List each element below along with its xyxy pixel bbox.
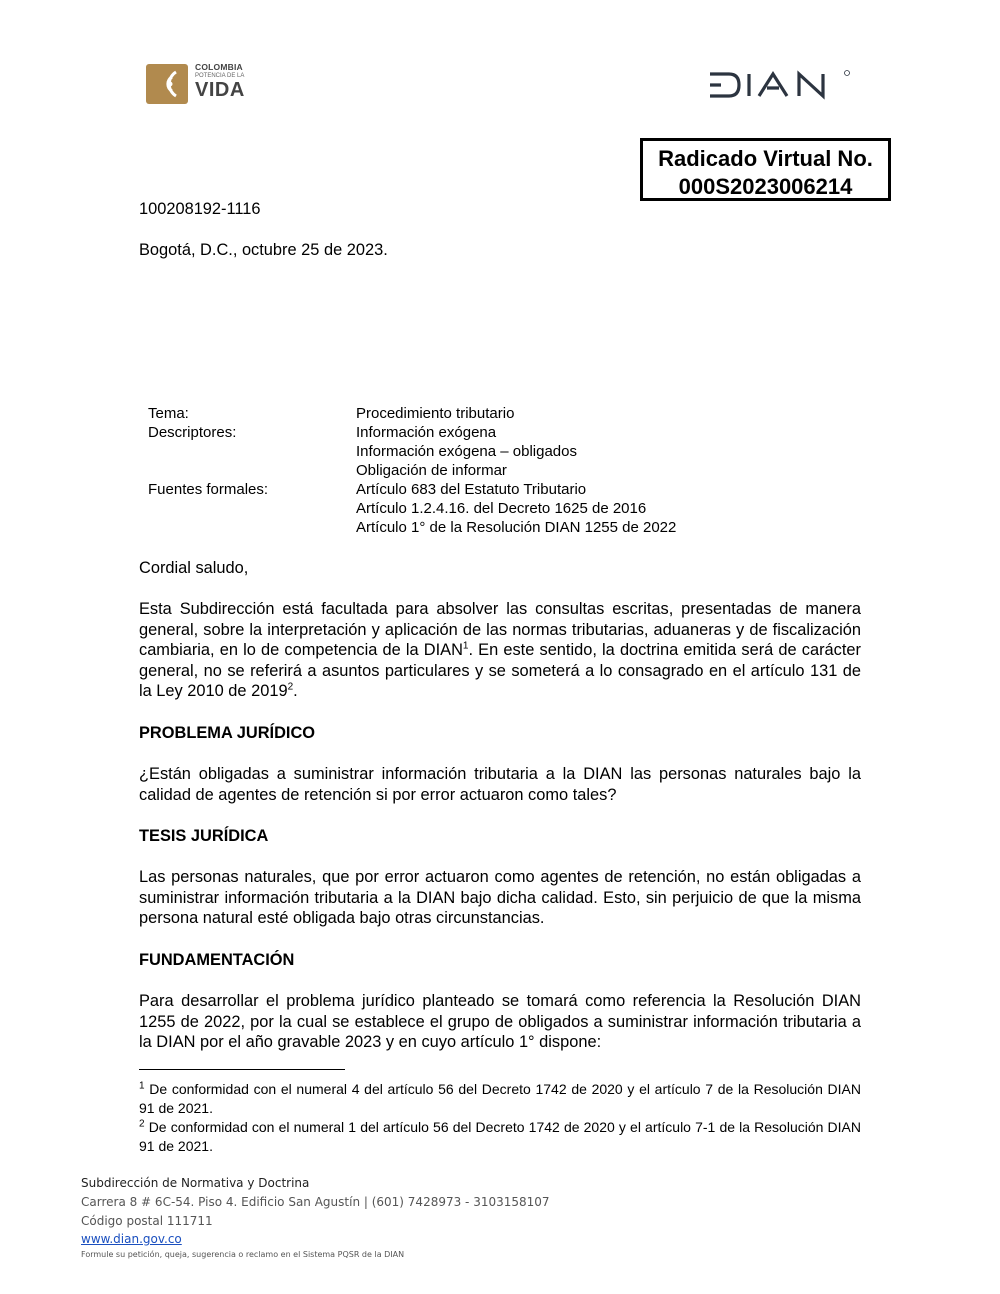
dian-logo [707, 68, 853, 102]
colombia-logo-line1: COLOMBIA [195, 62, 243, 72]
descriptores-label: Descriptores: [148, 424, 237, 441]
tesis-juridica-heading: TESIS JURÍDICA [139, 827, 269, 845]
greeting: Cordial saludo, [139, 559, 249, 577]
intro-paragraph: Esta Subdirección está facultada para absolver las consultas escritas, presentadas de manera general, sobre la interpretación y aplicación de las normas tributarias, aduaneras y de fiscalización cambiaria, en lo de competencia de la DIAN$^1$. En este sentido, la doctrina emitida será de carácter general, no se referirá a asuntos particulares y se someterá a lo consagrado en el artículo 131 de la Ley 2010 de 2019$^2$. [139, 600, 861, 700]
footnote-2: $^2$ De conformidad con el numeral 1 del artículo 56 del Decreto 1742 de 2020 y el artículo 7-1 de la Resolución DIAN 91 de 2021. [139, 1118, 861, 1154]
fuentes-label: Fuentes formales: [148, 481, 269, 498]
colombia-logo-line3: VIDA [195, 79, 245, 101]
fuente-item: Artículo 1.2.4.16. del Decreto 1625 de 2016 [356, 500, 647, 517]
footer-address: Carrera 8 # 6C-54. Piso 4. Edificio San Agustín | (601) 7428973 - 3103158107 [81, 1195, 550, 1209]
footer-website-link[interactable]: www.dian.gov.co [81, 1232, 182, 1246]
fuente-item: Artículo 683 del Estatuto Tributario [356, 481, 587, 498]
footnote-1: $^1$ De conformidad con el numeral 4 del artículo 56 del Decreto 1742 de 2020 y el artículo 7 de la Resolución DIAN 91 de 2021. [139, 1080, 861, 1116]
problema-juridico-heading: PROBLEMA JURÍDICO [139, 724, 316, 742]
footnote-ref-1[interactable]: 1 [462, 640, 469, 652]
radicado-box [640, 138, 891, 201]
reference-number: 100208192-1116 [139, 200, 261, 218]
footer-office: Subdirección de Normativa y Doctrina [81, 1176, 310, 1190]
descriptor-item: Información exógena – obligados [356, 443, 577, 460]
tesis-juridica-text: Las personas naturales, que por error actuaron como agentes de retención, no están obligadas a suministrar información tributaria a la DIAN bajo dicha calidad. Esto, sin perjuicio de que la misma persona natural esté obligada bajo otras circunstancias. [139, 868, 861, 927]
tema-label: Tema: [148, 405, 189, 422]
fuente-item: Artículo 1° de la Resolución DIAN 1255 de 2022 [356, 519, 677, 536]
footnote-divider [139, 1069, 345, 1070]
descriptor-item: Obligación de informar [356, 462, 507, 479]
descriptor-item: Información exógena [356, 424, 497, 441]
radicado-number: 000S2023006214 [678, 174, 853, 199]
tema-value: Procedimiento tributario [356, 405, 515, 422]
problema-juridico-text: ¿Están obligadas a suministrar información tributaria a la DIAN las personas naturales bajo la calidad de agentes de retención si por error actuaron como tales? [139, 765, 861, 804]
fundamentacion-heading: FUNDAMENTACIÓN [139, 951, 295, 969]
radicado-label: Radicado Virtual No. [658, 146, 873, 171]
fundamentacion-text: Para desarrollar el problema jurídico planteado se tomará como referencia la Resolución DIAN 1255 de 2022, por la cual se establece el grupo de obligados a suministrar información tributaria a la DIAN por el año gravable 2023 y en cuyo artículo 1° dispone: [139, 992, 861, 1051]
footer-postal-code: Código postal 111711 [81, 1214, 213, 1228]
document-date: Bogotá, D.C., octubre 25 de 2023. [139, 241, 388, 259]
colombia-logo-mark-icon [146, 64, 188, 104]
colombia-potencia-de-la-vida-logo [146, 62, 262, 106]
svg-text:DIAN: DIAN [707, 68, 710, 69]
colombia-logo-line2: POTENCIA DE LA [195, 73, 245, 79]
footer-pqsr-note: Formule su petición, queja, sugerencia o reclamo en el Sistema PQSR de la DIAN [81, 1250, 405, 1259]
footnote-ref-2[interactable]: 2 [287, 681, 294, 693]
